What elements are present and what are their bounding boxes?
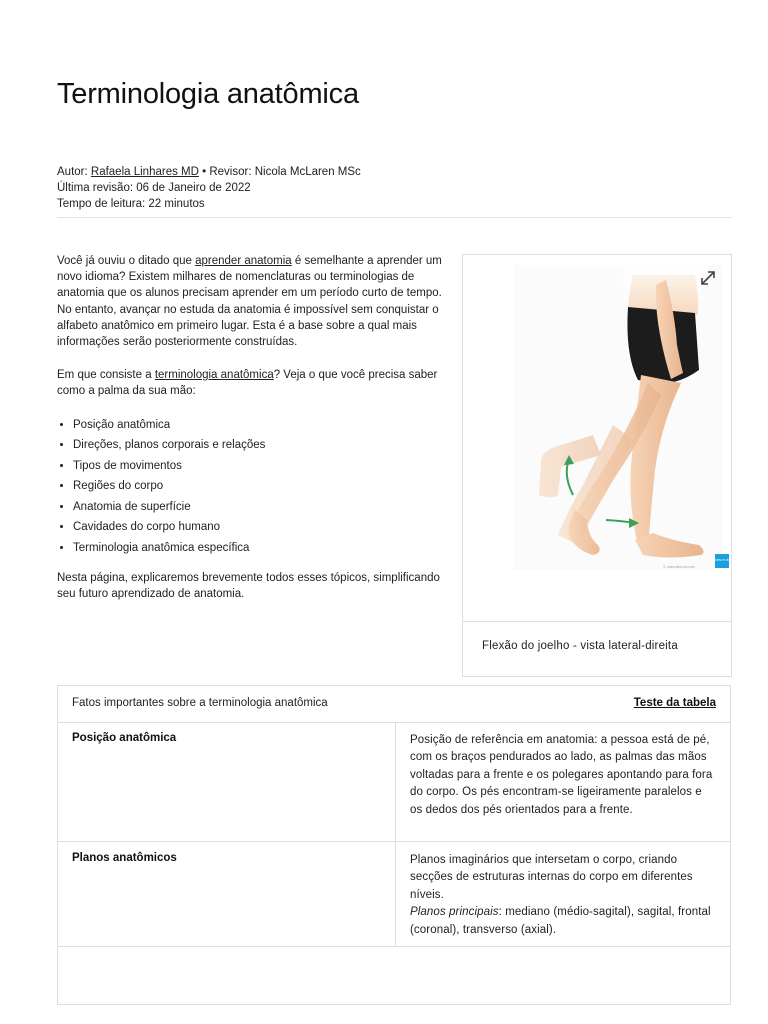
- list-item: • Direções, planos corporais e relações: [73, 437, 447, 453]
- column-divider: [395, 842, 396, 946]
- page-title: Terminologia anatômica: [57, 78, 359, 110]
- header-divider: [57, 217, 732, 218]
- column-divider: [395, 722, 396, 841]
- list-item: • Cavidades do corpo humano: [73, 519, 447, 535]
- list-item: • Anatomia de superfície: [73, 499, 447, 515]
- leg-drawing: [463, 255, 731, 621]
- row-term: Planos anatômicos: [72, 852, 177, 864]
- figure-caption: [463, 621, 731, 676]
- author-prefix: Autor:: [57, 166, 91, 178]
- last-revision: Última revisão: 06 de Janeiro de 2022: [57, 182, 251, 194]
- table-row: [58, 722, 730, 842]
- row-description: Posição de referência em anatomia: a pessoa está de pé, com os braços pendurados ao lado, as palmas das mãos voltadas para a frente e os polegares apontando para fora do corpo. Os pés encontram-se ligeiramente paralelos e os dedos dos pés orientados para a frente.: [410, 734, 713, 816]
- article-meta: [57, 164, 361, 212]
- list-item: • Regiões do corpo: [73, 478, 447, 494]
- table-row: [58, 842, 730, 947]
- intro-text: [57, 253, 447, 619]
- intro-paragraph-3: Nesta página, explicaremos brevemente todos esses tópicos, simplificando seu futuro aprendizado de anatomia.: [57, 571, 440, 600]
- reviewer-text: • Revisor: Nicola McLaren MSc: [198, 166, 361, 178]
- list-item: • Terminologia anatômica específica: [73, 540, 447, 556]
- list-item: • Posição anatômica: [73, 417, 447, 433]
- watermark: © www.kenhub.com: [662, 565, 696, 569]
- reading-time: Tempo de leitura: 22 minutos: [57, 198, 205, 210]
- topics-list: [57, 417, 447, 556]
- expand-icon[interactable]: [699, 269, 717, 287]
- logo-text: KEN HUB: [715, 558, 729, 562]
- learn-anatomy-link[interactable]: aprender anatomia: [195, 255, 292, 267]
- row-description: Planos imaginários que intersetam o corpo, criando secções de estruturas internas do corpo em diferentes níveis. Planos principais: mediano (médio-sagital), sagital, frontal (coronal), transverso (axial).: [410, 854, 711, 936]
- anatomical-terminology-link[interactable]: terminologia anatômica: [154, 369, 274, 382]
- knee-flexion-illustration[interactable]: [463, 255, 731, 621]
- author-line: [57, 164, 361, 180]
- key-facts-table: [57, 685, 731, 1005]
- caption-text: Flexão do joelho - vista lateral-direita: [482, 640, 678, 652]
- table-quiz-link[interactable]: Teste da tabela: [633, 697, 716, 709]
- figure-card: [462, 254, 732, 677]
- table-title: Fatos importantes sobre a terminologia anatômica: [72, 697, 328, 709]
- row-term: Posição anatômica: [72, 732, 177, 744]
- intro-paragraph-2: Em que consiste a terminologia anatômica? Veja o que você precisa saber como a palma da sua mão:: [57, 369, 438, 398]
- list-item: • Tipos de movimentos: [73, 458, 447, 474]
- intro-paragraph-1: Você já ouviu o ditado que aprender anatomia é semelhante a aprender um novo idioma? Existem milhares de nomenclaturas ou terminologias de anatomia que os alunos precisam aprender em um período curto de tempo. No entanto, avançar no estuda da anatomia é impossível sem conquistar o alfabeto anatômico em primeiro lugar. Esta é a base sobre a qual mais informações serão posteriormente construídas.: [57, 255, 442, 349]
- table-header: [58, 686, 730, 723]
- author-link[interactable]: Rafaela Linhares MD: [90, 166, 199, 178]
